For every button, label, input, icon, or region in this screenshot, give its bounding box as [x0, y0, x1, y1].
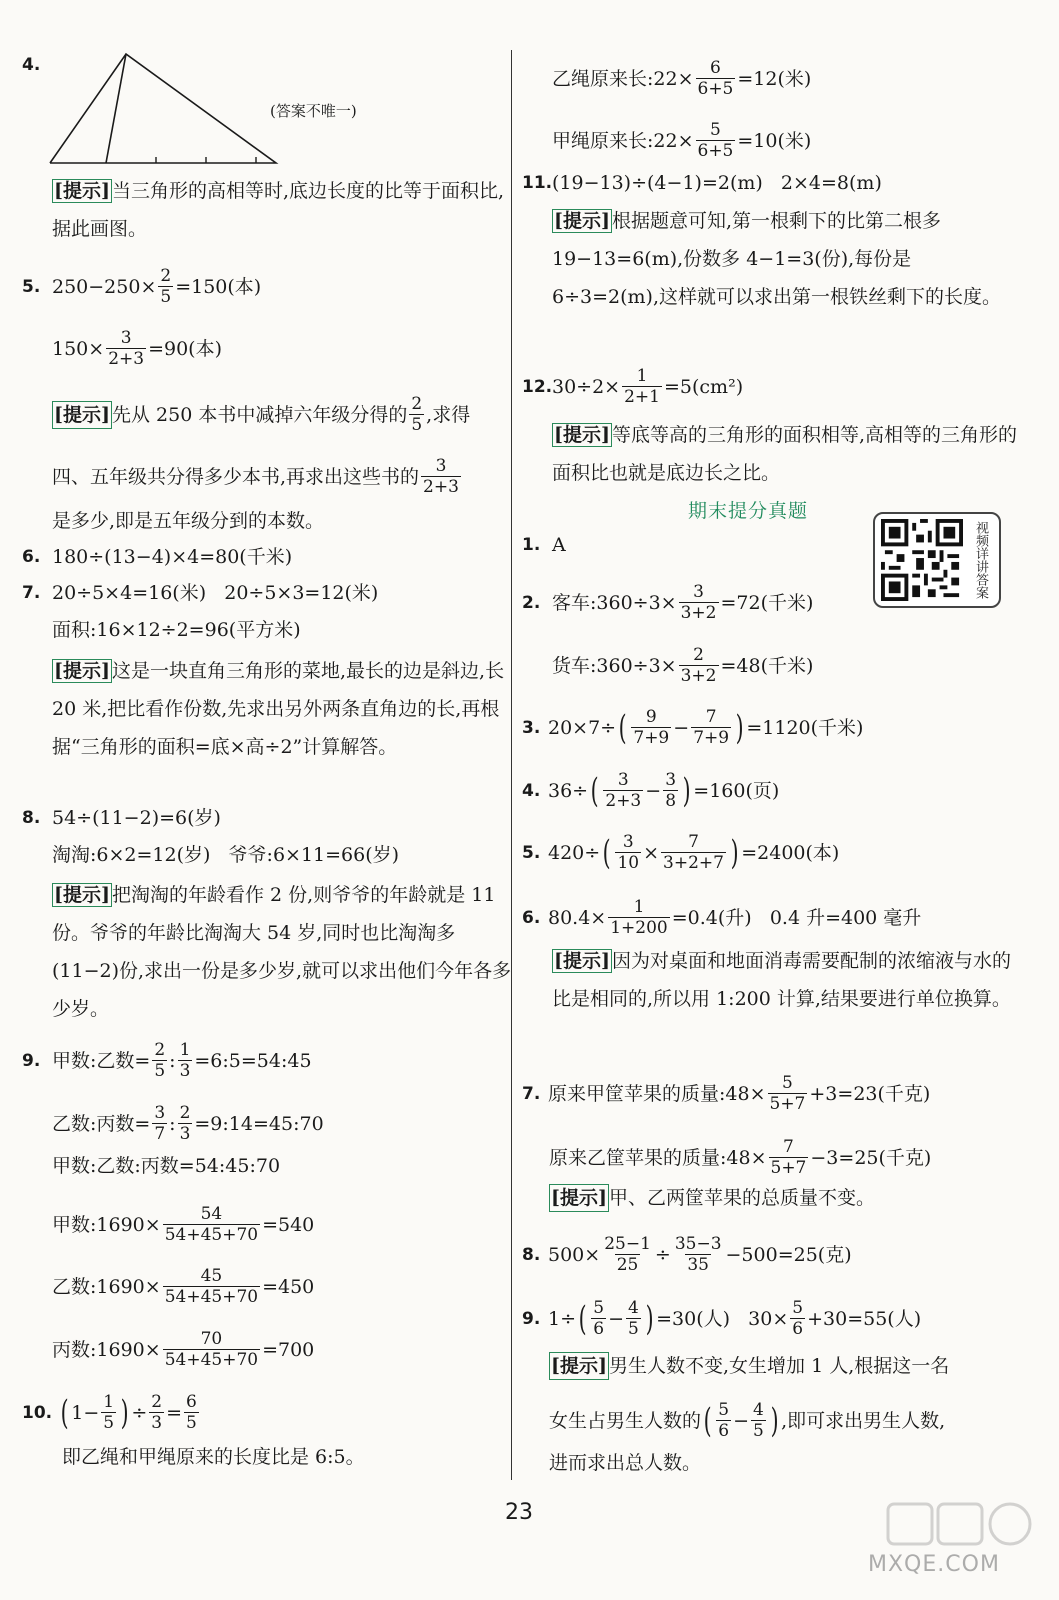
- hint-q8: [提示] 把淘淘的年龄看作 2 份,则爷爷的年龄就是 11 份。爷爷的年龄比淘淘大 54 岁,同时也比淘淘多(11−2)份,求出一份是多少岁,就可以求出他们今年各多少岁。: [52, 884, 512, 1020]
- hint-q11: [提示] 根据题意可知,第一根剩下的比第二根多 19−13=6(m),份数多 4−1=3(份),每份是 6÷3=2(m),这样就可以求出第一根铁丝剩下的长度。: [552, 210, 1001, 308]
- exam-q2-line2: 货车:360÷3× $\frac{2}{3+2}$ =48(千米): [552, 645, 814, 686]
- triangle-figure: [48, 50, 283, 168]
- q9-line2: 乙数:丙数= $\frac{3}{7}$ : $\frac{2}{3}$ =9:14=45:70: [52, 1103, 324, 1144]
- exam-q7-line1: 7. 原来甲筐苹果的质量:48× $\frac{5}{5+7}$ +3=23(千克): [522, 1073, 931, 1114]
- watermark-text: MXQE.COM: [868, 1552, 1000, 1577]
- hint-q5-line1: [提示] 先从 250 本书中减掉六年级分得的 $\frac{2}{5}$ ,求得: [54, 394, 471, 435]
- qr-code-box[interactable]: [873, 512, 1001, 608]
- qr-label: 视频详讲答案: [973, 521, 988, 599]
- answer-note: (答案不唯一): [270, 102, 357, 120]
- hint-q5-line2: 四、五年级共分得多少本书,再求出这些书的 $\frac{3}{2+3}$: [52, 456, 459, 497]
- question-4-number: 4.: [22, 55, 41, 75]
- q10-cont-line1: 乙绳原来长:22× $\frac{6}{6+5}$ =12(米): [552, 58, 812, 99]
- qr-code-icon[interactable]: [881, 519, 963, 601]
- q10-cont-line2: 甲绳原来长:22× $\frac{5}{6+5}$ =10(米): [552, 120, 812, 161]
- exam-q5: 5. 420÷ ( $\frac{3}{10}$ × $\frac{7}{3+2+7}$ ) =2400(本): [522, 832, 840, 873]
- q9-line1: 9. 甲数:乙数= $\frac{2}{5}$ : $\frac{1}{3}$ =6:5=54:45: [22, 1040, 312, 1081]
- section-title: 期末提分真题: [688, 500, 809, 522]
- q9-line6: 丙数:1690× $\frac{70}{54+45+70}$ =700: [52, 1329, 315, 1370]
- q5-line1: 5. 250−250× $\frac{2}{5}$ =150(本): [22, 266, 262, 307]
- q9-line3: 甲数:乙数:丙数=54:45:70: [52, 1155, 281, 1177]
- exam-q7-line2: 原来乙筐苹果的质量:48× $\frac{7}{5+7}$ −3=25(千克): [549, 1137, 932, 1178]
- hint-tag: [提示]: [54, 180, 110, 202]
- hint-exam-q9-line2: 女生占男生人数的 ( $\frac{5}{6}$ − $\frac{4}{5}$ ) ,即可求出男生人数,: [549, 1400, 946, 1441]
- page-number: 23: [505, 1500, 533, 1525]
- q10-line1: 10. ( 1− $\frac{1}{5}$ ) ÷ $\frac{2}{3}$ = $\frac{6}{5}$: [22, 1392, 197, 1433]
- exam-q6: 6. 80.4× $\frac{1}{1+200}$ =0.4(升) 0.4 升=400 毫升: [522, 897, 922, 938]
- q11-line1: 11. (19−13)÷(4−1)=2(m) 2×4=8(m): [522, 172, 882, 194]
- q9-line5: 乙数:1690× $\frac{45}{54+45+70}$ =450: [52, 1266, 315, 1307]
- q8-line1: 8. 54÷(11−2)=6(岁): [22, 807, 221, 829]
- q9-line4: 甲数:1690× $\frac{54}{54+45+70}$ =540: [52, 1204, 315, 1245]
- hint-q5-line3: 是多少,即是五年级分到的本数。: [52, 510, 325, 532]
- hint-q12: [提示] 等底等高的三角形的面积相等,高相等的三角形的面积比也就是底边长之比。: [552, 424, 1018, 484]
- exam-q4: 4. 36÷ ( $\frac{3}{2+3}$ − $\frac{3}{8}$ ) =160(页): [522, 770, 780, 811]
- exam-q9: 9. 1÷ ( $\frac{5}{6}$ − $\frac{4}{5}$ ) =30(人) 30× $\frac{5}{6}$ +30=55(人): [522, 1298, 922, 1339]
- column-divider: [511, 50, 512, 1480]
- hint-exam-q9-line3: 进而求出总人数。: [549, 1452, 702, 1474]
- q7-line2: 面积:16×12÷2=96(平方米): [52, 619, 301, 641]
- hint-exam-q6: [提示] 因为对桌面和地面消毒需要配制的浓缩液与水的比是相同的,所以用 1:200 计算,结果要进行单位换算。: [552, 950, 1011, 1010]
- hint-q4: [提示] 当三角形的高相等时,底边长度的比等于面积比,据此画图。: [52, 180, 505, 240]
- q5-line2: 150× $\frac{3}{2+3}$ =90(本): [52, 328, 223, 369]
- q6: 6. 180÷(13−4)×4=80(千米): [22, 546, 293, 568]
- q10-line2: 即乙绳和甲绳原来的长度比是 6:5。: [62, 1446, 365, 1468]
- hint-exam-q9-line1: [提示] 男生人数不变,女生增加 1 人,根据这一名: [549, 1352, 949, 1380]
- q7-line1: 7. 20÷5×4=16(米) 20÷5×3=12(米): [22, 582, 379, 604]
- q12-line1: 12. 30÷2× $\frac{1}{2+1}$ =5(cm²): [522, 366, 744, 407]
- exam-q8: 8. 500× $\frac{25-1}{25}$ ÷ $\frac{35-3}{35}$ −500=25(克): [522, 1234, 852, 1275]
- hint-q7: [提示] 这是一块直角三角形的菜地,最长的边是斜边,长 20 米,把比看作份数,先求出另外两条直角边的长,再根据“三角形的面积=底×高÷2”计算解答。: [52, 660, 505, 758]
- fraction: $\frac{2}{5}$: [160, 266, 172, 307]
- fraction: $\frac{3}{2+3}$: [108, 328, 145, 369]
- exam-q3: 3. 20×7÷ ( $\frac{9}{7+9}$ − $\frac{7}{7+9}$ ) =1120(千米): [522, 707, 864, 748]
- exam-q2-line1: 2. 客车:360÷3× $\frac{3}{3+2}$ =72(千米): [522, 582, 814, 623]
- hint-exam-q7: [提示] 甲、乙两筐苹果的总质量不变。: [549, 1184, 875, 1212]
- q8-line2: 淘淘:6×2=12(岁) 爷爷:6×11=66(岁): [52, 844, 400, 866]
- exam-q1: 1. A: [522, 534, 566, 556]
